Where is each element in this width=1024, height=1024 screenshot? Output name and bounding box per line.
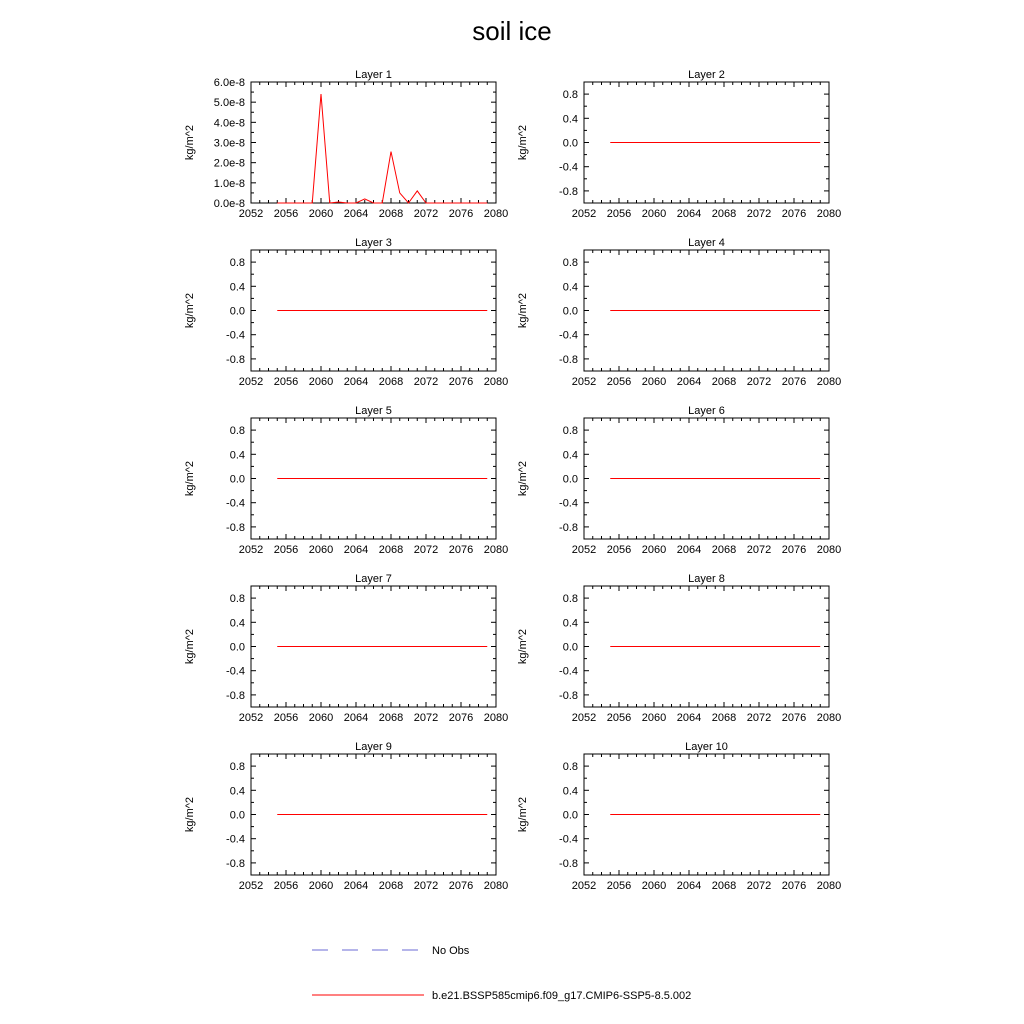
x-tick-label: 2056 bbox=[273, 712, 299, 724]
legend-label-1: No Obs bbox=[432, 945, 470, 957]
x-tick-label: 2072 bbox=[413, 712, 439, 724]
y-tick-label: 0.0 bbox=[562, 809, 578, 822]
y-tick-label: -0.4 bbox=[559, 665, 578, 678]
x-tick-label: 2072 bbox=[746, 376, 772, 388]
y-tick-label: -0.4 bbox=[559, 833, 578, 846]
x-tick-label: 2076 bbox=[448, 376, 474, 388]
x-tick-label: 2080 bbox=[816, 712, 842, 724]
x-tick-label: 2068 bbox=[711, 712, 737, 724]
panel-title: Layer 2 bbox=[688, 69, 725, 81]
x-tick-label: 2080 bbox=[816, 880, 842, 892]
panel-layer-4 bbox=[517, 237, 841, 388]
x-tick-label: 2080 bbox=[816, 544, 842, 556]
x-tick-label: 2080 bbox=[816, 376, 842, 388]
x-tick-label: 2072 bbox=[413, 544, 439, 556]
y-tick-label: 0.0 bbox=[562, 305, 578, 318]
panel-layer-2 bbox=[517, 69, 841, 220]
y-tick-label: 0.4 bbox=[562, 449, 578, 462]
y-tick-label: -0.8 bbox=[559, 521, 578, 534]
y-tick-label: -0.4 bbox=[559, 329, 578, 342]
y-tick-label: -0.4 bbox=[226, 497, 245, 510]
x-tick-label: 2064 bbox=[676, 712, 702, 724]
x-tick-label: 2060 bbox=[641, 880, 667, 892]
x-tick-label: 2072 bbox=[413, 208, 439, 220]
x-tick-label: 2052 bbox=[238, 880, 264, 892]
x-tick-label: 2056 bbox=[273, 376, 299, 388]
x-tick-label: 2068 bbox=[378, 544, 404, 556]
x-tick-label: 2072 bbox=[746, 712, 772, 724]
x-tick-label: 2060 bbox=[641, 208, 667, 220]
x-tick-label: 2076 bbox=[448, 208, 474, 220]
y-tick-label: 0.0 bbox=[562, 641, 578, 654]
x-tick-label: 2068 bbox=[711, 376, 737, 388]
plot-frame bbox=[251, 82, 496, 203]
x-tick-label: 2060 bbox=[308, 544, 334, 556]
x-tick-label: 2052 bbox=[238, 712, 264, 724]
x-tick-label: 2068 bbox=[378, 880, 404, 892]
y-axis-label: kg/m^2 bbox=[184, 292, 196, 329]
y-tick-label: -0.4 bbox=[559, 161, 578, 174]
y-axis-label: kg/m^2 bbox=[184, 124, 196, 161]
y-tick-label: 0.8 bbox=[562, 89, 578, 102]
x-tick-label: 2080 bbox=[483, 880, 509, 892]
x-tick-label: 2052 bbox=[571, 208, 597, 220]
y-tick-label: 0.0 bbox=[562, 473, 578, 486]
legend-label-2: b.e21.BSSP585cmip6.f09_g17.CMIP6-SSP5-8.5.002 bbox=[432, 990, 692, 1002]
x-tick-label: 2064 bbox=[343, 376, 369, 388]
x-tick-label: 2052 bbox=[238, 544, 264, 556]
x-tick-label: 2072 bbox=[746, 880, 772, 892]
y-tick-label: -0.8 bbox=[559, 857, 578, 870]
x-tick-label: 2056 bbox=[273, 880, 299, 892]
x-tick-label: 2076 bbox=[781, 376, 807, 388]
x-tick-label: 2076 bbox=[448, 880, 474, 892]
x-tick-label: 2060 bbox=[308, 712, 334, 724]
y-tick-label: -0.8 bbox=[559, 353, 578, 366]
y-tick-label: 0.4 bbox=[562, 113, 578, 126]
x-tick-label: 2072 bbox=[746, 208, 772, 220]
y-tick-label: -0.4 bbox=[559, 497, 578, 510]
x-tick-label: 2052 bbox=[571, 544, 597, 556]
x-tick-label: 2072 bbox=[413, 376, 439, 388]
x-tick-label: 2056 bbox=[606, 712, 632, 724]
y-axis-label: kg/m^2 bbox=[517, 124, 529, 161]
y-tick-label: 4.0e-8 bbox=[213, 117, 245, 130]
x-tick-label: 2064 bbox=[676, 880, 702, 892]
y-tick-label: 0.0 bbox=[229, 473, 245, 486]
x-tick-label: 2076 bbox=[448, 544, 474, 556]
legend bbox=[312, 945, 691, 1002]
y-tick-label: -0.4 bbox=[226, 833, 245, 846]
y-tick-label: 0.4 bbox=[562, 785, 578, 798]
y-tick-label: 0.8 bbox=[562, 425, 578, 438]
y-tick-label: 0.4 bbox=[229, 449, 245, 462]
y-axis-label: kg/m^2 bbox=[184, 628, 196, 665]
x-tick-label: 2064 bbox=[343, 544, 369, 556]
panel-title: Layer 1 bbox=[355, 69, 392, 81]
y-tick-label: 0.8 bbox=[562, 593, 578, 606]
x-tick-label: 2060 bbox=[641, 376, 667, 388]
x-tick-label: 2060 bbox=[308, 208, 334, 220]
panel-title: Layer 6 bbox=[688, 405, 725, 417]
panel-layer-9 bbox=[184, 741, 508, 892]
x-tick-label: 2052 bbox=[571, 712, 597, 724]
x-tick-label: 2068 bbox=[711, 880, 737, 892]
panel-layer-3 bbox=[184, 237, 508, 388]
series-line bbox=[277, 94, 487, 203]
x-tick-label: 2056 bbox=[606, 880, 632, 892]
y-axis-label: kg/m^2 bbox=[517, 292, 529, 329]
y-tick-label: 0.8 bbox=[229, 761, 245, 774]
y-axis-label: kg/m^2 bbox=[184, 796, 196, 833]
x-tick-label: 2056 bbox=[606, 208, 632, 220]
x-tick-label: 2064 bbox=[676, 544, 702, 556]
x-tick-label: 2060 bbox=[308, 880, 334, 892]
y-tick-label: 3.0e-8 bbox=[213, 137, 245, 150]
x-tick-label: 2080 bbox=[816, 208, 842, 220]
panel-layer-7 bbox=[184, 573, 508, 724]
panel-title: Layer 3 bbox=[355, 237, 392, 249]
panel-title: Layer 9 bbox=[355, 741, 392, 753]
y-tick-label: -0.8 bbox=[226, 857, 245, 870]
panel-title: Layer 4 bbox=[688, 237, 725, 249]
y-tick-label: 0.4 bbox=[229, 617, 245, 630]
y-tick-label: -0.8 bbox=[559, 185, 578, 198]
panel-title: Layer 7 bbox=[355, 573, 392, 585]
x-tick-label: 2080 bbox=[483, 712, 509, 724]
x-tick-label: 2076 bbox=[781, 712, 807, 724]
y-tick-label: 1.0e-8 bbox=[213, 177, 245, 190]
y-tick-label: 0.8 bbox=[562, 257, 578, 270]
x-tick-label: 2076 bbox=[781, 880, 807, 892]
panel-title: Layer 5 bbox=[355, 405, 392, 417]
x-tick-label: 2056 bbox=[273, 208, 299, 220]
x-tick-label: 2056 bbox=[273, 544, 299, 556]
y-axis-label: kg/m^2 bbox=[517, 460, 529, 497]
y-tick-label: 0.4 bbox=[562, 281, 578, 294]
y-tick-label: 0.8 bbox=[229, 425, 245, 438]
x-tick-label: 2076 bbox=[781, 544, 807, 556]
x-tick-label: 2060 bbox=[308, 376, 334, 388]
x-tick-label: 2076 bbox=[448, 712, 474, 724]
x-tick-label: 2060 bbox=[641, 712, 667, 724]
x-tick-label: 2072 bbox=[413, 880, 439, 892]
figure-title: soil ice bbox=[472, 16, 552, 46]
y-tick-label: 0.0 bbox=[229, 641, 245, 654]
y-tick-label: -0.4 bbox=[226, 329, 245, 342]
x-tick-label: 2060 bbox=[641, 544, 667, 556]
x-tick-label: 2068 bbox=[378, 208, 404, 220]
y-tick-label: -0.8 bbox=[226, 521, 245, 534]
panel-layer-1 bbox=[184, 69, 508, 220]
y-axis-label: kg/m^2 bbox=[184, 460, 196, 497]
x-tick-label: 2068 bbox=[711, 208, 737, 220]
y-tick-label: 5.0e-8 bbox=[213, 97, 245, 110]
y-tick-label: 0.0e-8 bbox=[213, 198, 245, 210]
x-tick-label: 2080 bbox=[483, 208, 509, 220]
x-tick-label: 2056 bbox=[606, 376, 632, 388]
y-tick-label: 0.8 bbox=[229, 257, 245, 270]
y-tick-label: 0.4 bbox=[229, 281, 245, 294]
y-tick-label: -0.8 bbox=[226, 689, 245, 702]
y-tick-label: 0.8 bbox=[562, 761, 578, 774]
x-tick-label: 2052 bbox=[238, 376, 264, 388]
y-tick-label: 0.8 bbox=[229, 593, 245, 606]
y-tick-label: 2.0e-8 bbox=[213, 157, 245, 170]
panel-layer-10 bbox=[517, 741, 841, 892]
x-tick-label: 2064 bbox=[676, 208, 702, 220]
x-tick-label: 2064 bbox=[343, 208, 369, 220]
y-tick-label: 0.0 bbox=[229, 809, 245, 822]
x-tick-label: 2080 bbox=[483, 544, 509, 556]
y-tick-label: -0.8 bbox=[559, 689, 578, 702]
x-tick-label: 2052 bbox=[571, 376, 597, 388]
y-tick-label: 0.4 bbox=[562, 617, 578, 630]
x-tick-label: 2064 bbox=[343, 712, 369, 724]
x-tick-label: 2072 bbox=[746, 544, 772, 556]
x-tick-label: 2064 bbox=[676, 376, 702, 388]
panel-layer-5 bbox=[184, 405, 508, 556]
y-tick-label: -0.8 bbox=[226, 353, 245, 366]
panel-title: Layer 8 bbox=[688, 573, 725, 585]
panel-title: Layer 10 bbox=[685, 741, 728, 753]
x-tick-label: 2056 bbox=[606, 544, 632, 556]
x-tick-label: 2068 bbox=[378, 376, 404, 388]
x-tick-label: 2052 bbox=[571, 880, 597, 892]
panel-layer-6 bbox=[517, 405, 841, 556]
x-tick-label: 2076 bbox=[781, 208, 807, 220]
y-tick-label: 0.4 bbox=[229, 785, 245, 798]
y-tick-label: -0.4 bbox=[226, 665, 245, 678]
y-axis-label: kg/m^2 bbox=[517, 796, 529, 833]
y-tick-label: 6.0e-8 bbox=[213, 77, 245, 89]
x-tick-label: 2064 bbox=[343, 880, 369, 892]
x-tick-label: 2068 bbox=[378, 712, 404, 724]
panel-layer-8 bbox=[517, 573, 841, 724]
y-axis-label: kg/m^2 bbox=[517, 628, 529, 665]
y-tick-label: 0.0 bbox=[229, 305, 245, 318]
x-tick-label: 2068 bbox=[711, 544, 737, 556]
x-tick-label: 2052 bbox=[238, 208, 264, 220]
y-tick-label: 0.0 bbox=[562, 137, 578, 150]
x-tick-label: 2080 bbox=[483, 376, 509, 388]
